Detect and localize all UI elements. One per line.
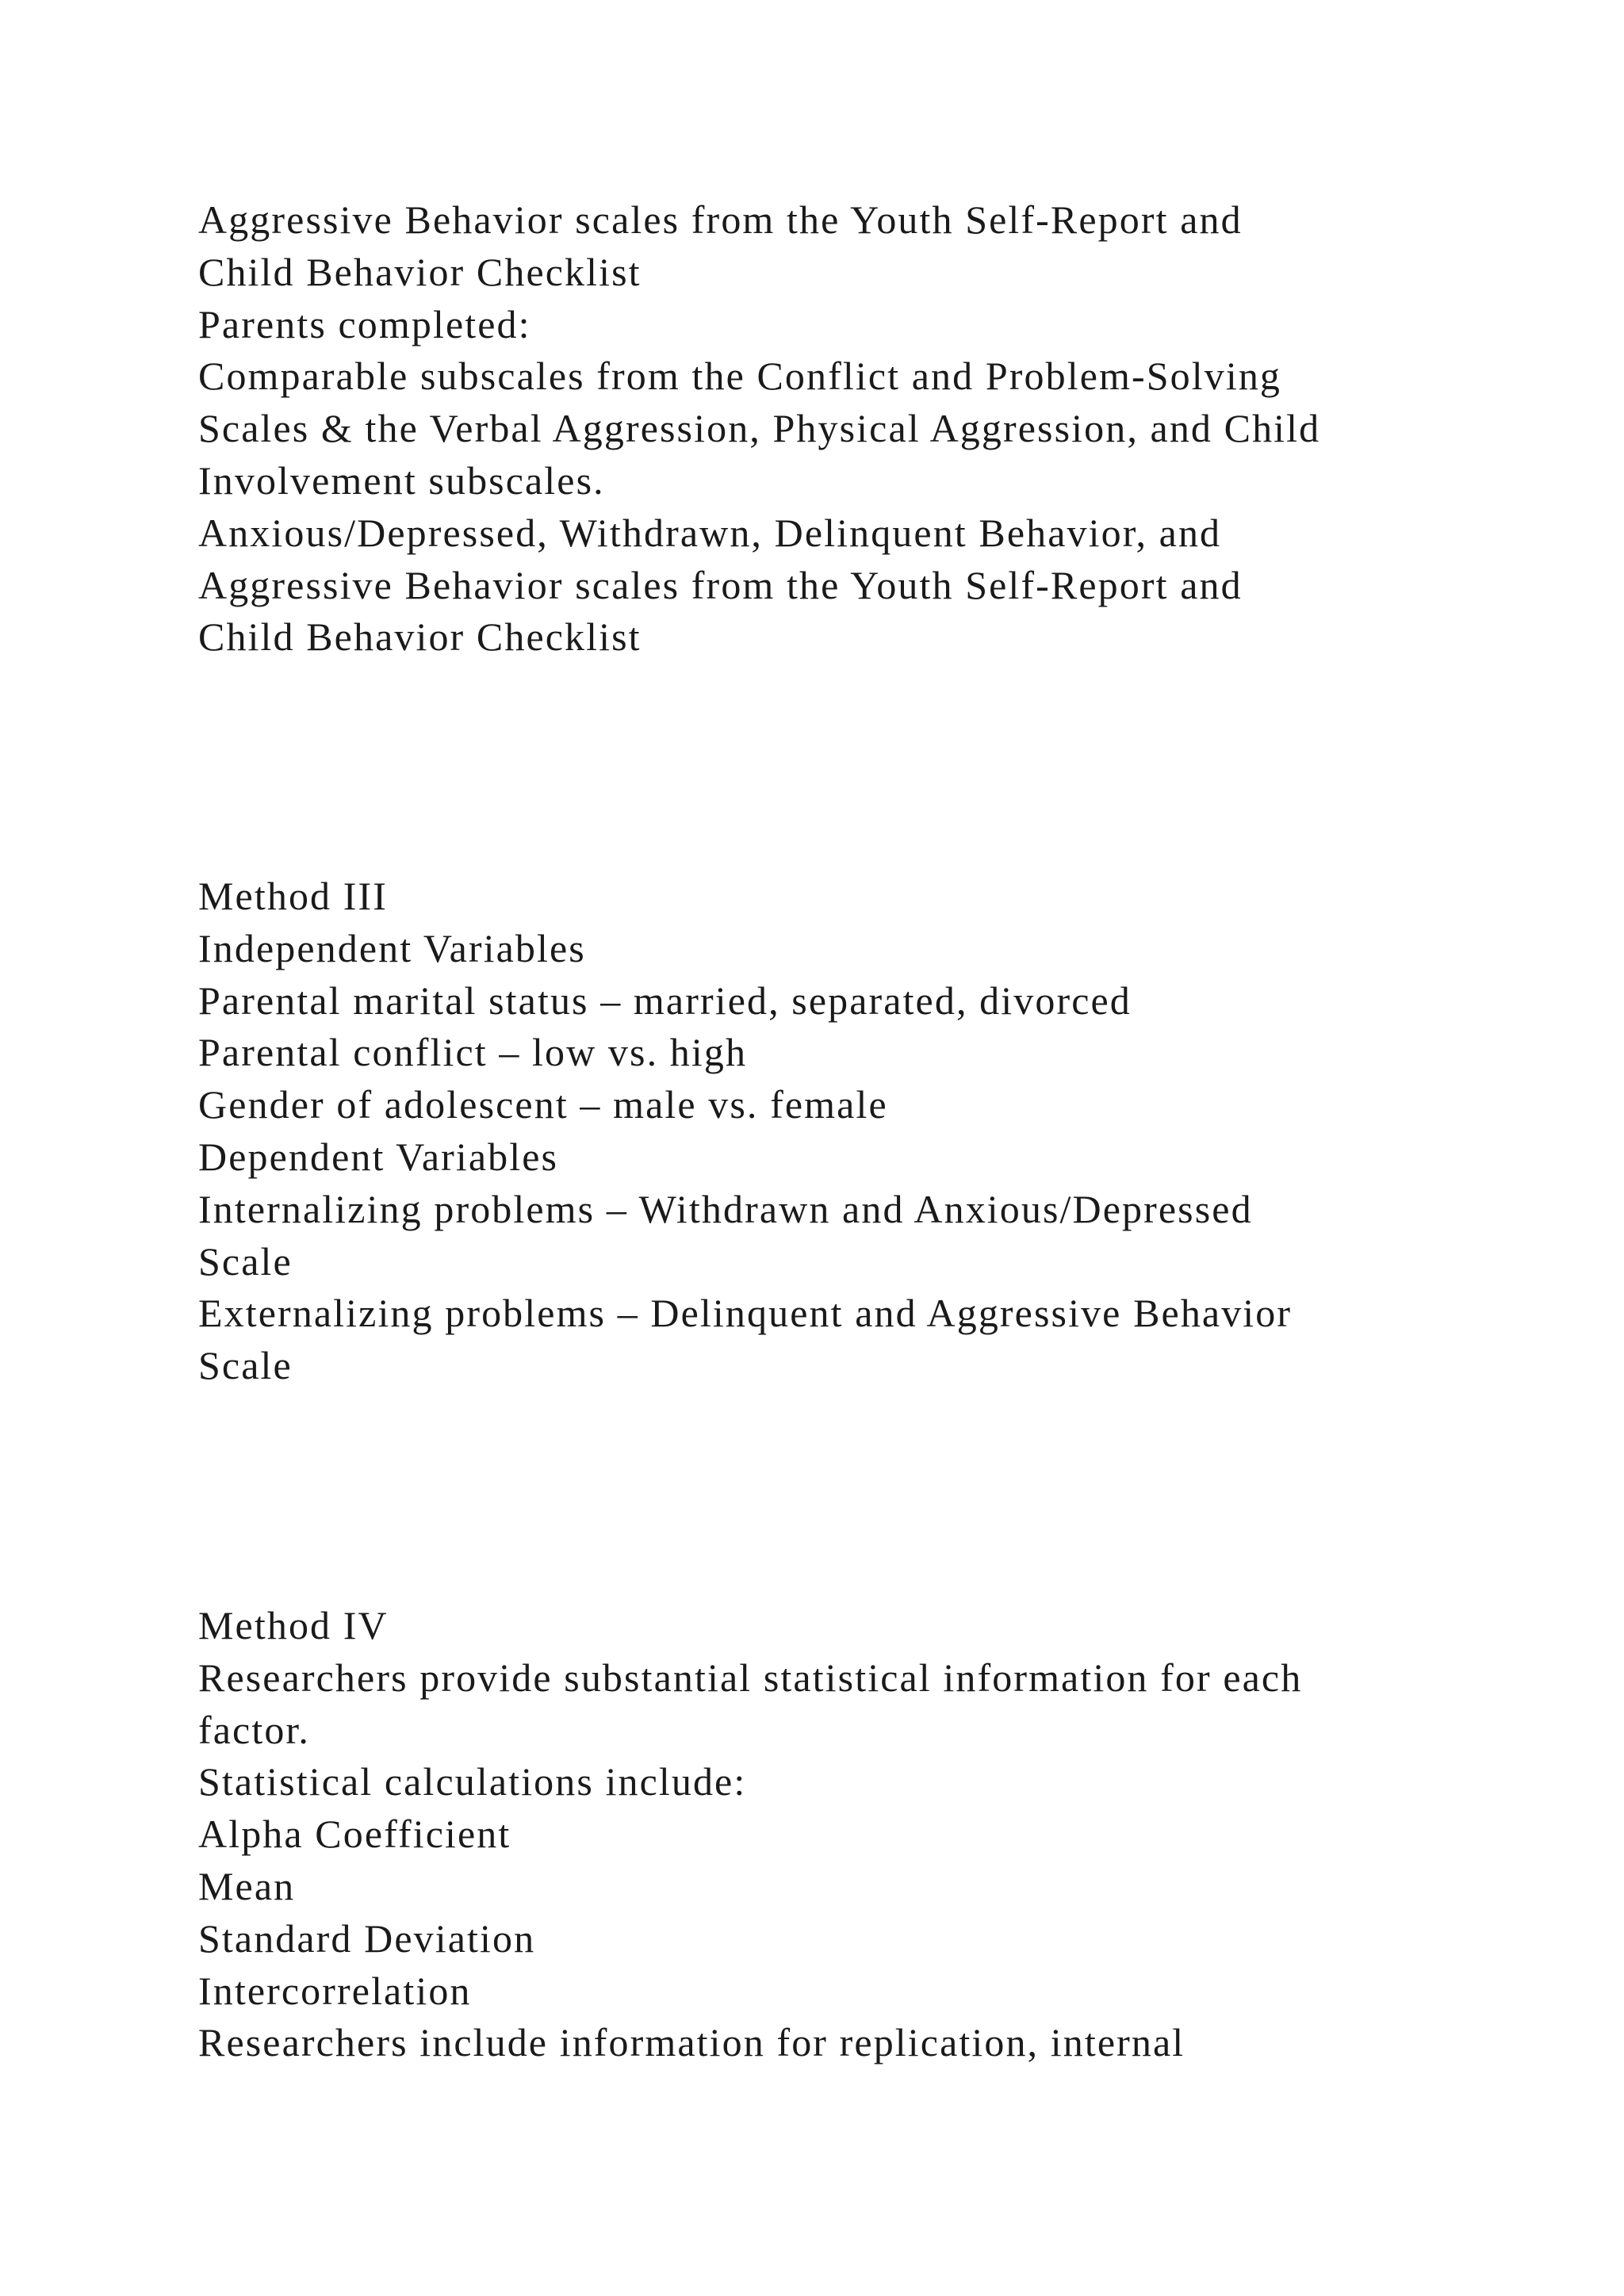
text-line: Parental conflict – low vs. high	[198, 1030, 748, 1075]
text-line: Researchers include information for replication, internal	[198, 2020, 1185, 2065]
method-iv-section	[198, 1600, 1546, 2069]
method-iii-section	[198, 871, 1546, 1392]
text-line: Involvement subscales.	[198, 457, 605, 503]
text-line: Comparable subscales from the Conflict and Problem-Solving	[198, 354, 1282, 399]
text-line: Researchers provide substantial statistical information for each	[198, 1655, 1303, 1700]
text-line: Aggressive Behavior scales from the Youth Self-Report and	[198, 197, 1243, 242]
measures-text-block	[198, 194, 1546, 664]
text-line: Child Behavior Checklist	[198, 614, 642, 660]
text-line: Independent Variables	[198, 925, 586, 970]
text-line: Parental marital status – married, separated, divorced	[198, 978, 1132, 1023]
text-line: Standard Deviation	[198, 1915, 536, 1961]
text-line: Mean	[198, 1863, 296, 1908]
text-line: Alpha Coefficient	[198, 1812, 511, 1857]
text-line: Child Behavior Checklist	[198, 249, 642, 294]
text-line: Intercorrelation	[198, 1968, 472, 2013]
text-line: Scale	[198, 1238, 293, 1284]
text-line: Scales & the Verbal Aggression, Physical Aggression, and Child	[198, 406, 1321, 451]
section-heading: Method IV	[198, 1603, 389, 1647]
text-line: Parents completed:	[198, 301, 531, 346]
section-heading: Method III	[198, 874, 388, 918]
text-line: Gender of adolescent – male vs. female	[198, 1082, 888, 1127]
text-line: Aggressive Behavior scales from the Youth Self-Report and	[198, 562, 1243, 607]
text-line: Internalizing problems – Withdrawn and Anxious/Depressed	[198, 1186, 1253, 1231]
text-line: Dependent Variables	[198, 1134, 559, 1179]
text-line: factor.	[198, 1707, 311, 1752]
text-line: Anxious/Depressed, Withdrawn, Delinquent Behavior, and	[198, 510, 1222, 555]
text-line: Externalizing problems – Delinquent and Aggressive Behavior	[198, 1291, 1293, 1336]
text-line: Statistical calculations include:	[198, 1759, 747, 1804]
text-line: Scale	[198, 1343, 293, 1388]
